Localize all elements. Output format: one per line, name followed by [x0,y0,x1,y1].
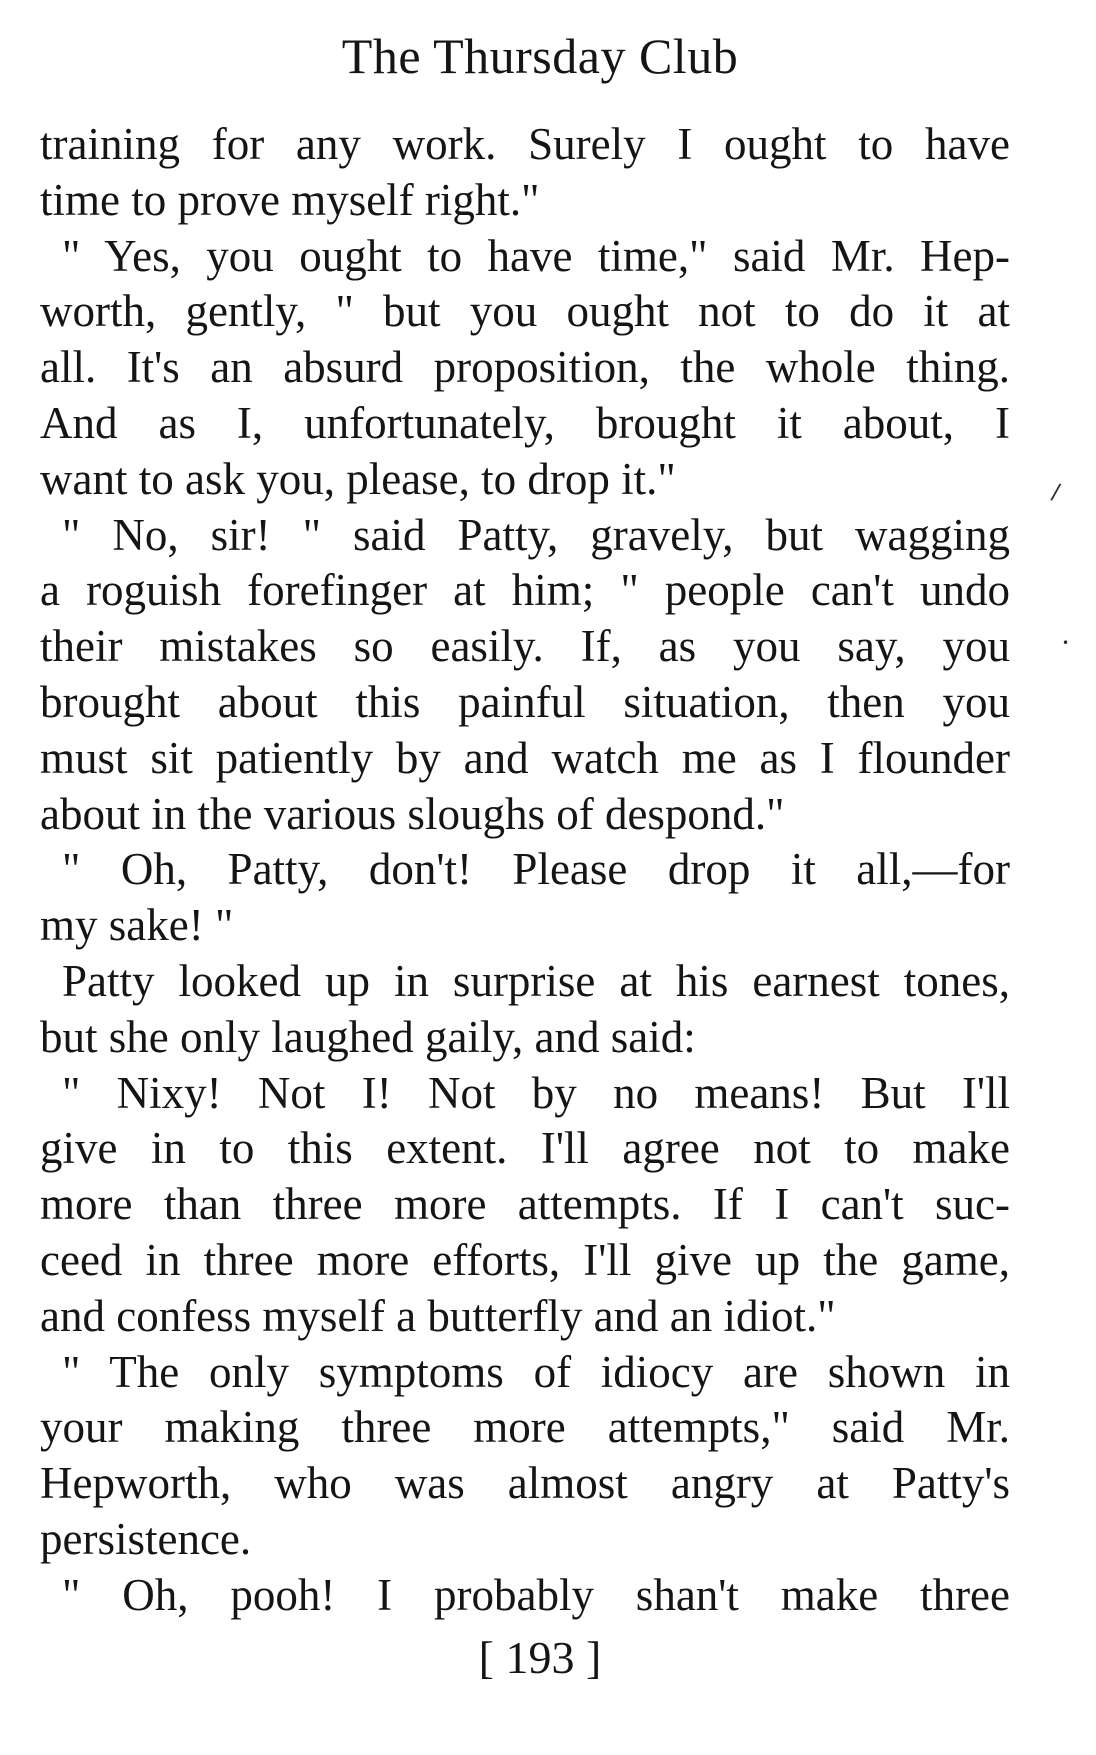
text-line: all. It's an absurd proposition, the whole thing. [40,342,1010,393]
margin-dot-mark: • [1062,636,1070,650]
margin-slash-mark: / [1049,479,1062,506]
text-line: and confess myself a butterfly and an idiot." [40,1290,836,1341]
text-line: " Nixy! Not I! Not by no means! But I'll [62,1067,1010,1118]
text-line: about in the various sloughs of despond." [40,788,785,839]
text-line: a roguish forefinger at him; " people can't undo [40,565,1010,616]
text-line: " Oh, Patty, don't! Please drop it all,—for [62,844,1010,895]
text-line: " The only symptoms of idiocy are shown in [62,1346,1010,1397]
text-line: time to prove myself right." [40,174,540,225]
text-line: " Yes, you ought to have time," said Mr. Hep- [62,230,1010,281]
text-line: And as I, unfortunately, brought it about, I [40,397,1010,448]
text-line: persistence. [40,1513,252,1564]
text-line: want to ask you, please, to drop it." [40,453,676,504]
text-line: must sit patiently by and watch me as I flounder [40,732,1010,783]
text-line: their mistakes so easily. If, as you say, you [40,621,1010,672]
text-line: " Oh, pooh! I probably shan't make three [62,1569,1010,1620]
text-line: training for any work. Surely I ought to have [40,119,1010,169]
running-head: The Thursday Club [341,28,739,84]
text-line: my sake! " [40,900,234,951]
page-number: [ 193 ] [478,1632,602,1683]
text-line: worth, gently, " but you ought not to do it at [40,286,1010,337]
text-line: but she only laughed gaily, and said: [40,1011,696,1062]
text-line: " No, sir! " said Patty, gravely, but wagging [62,509,1010,560]
text-line: your making three more attempts," said Mr. [40,1402,1010,1453]
text-line: give in to this extent. I'll agree not to make [40,1123,1010,1174]
body-text [40,117,1010,1624]
text-line: Patty looked up in surprise at his earnest tones, [62,955,1010,1006]
text-line: Hepworth, who was almost angry at Patty's [40,1458,1010,1509]
text-line: more than three more attempts. If I can't suc- [40,1179,1010,1230]
text-line: ceed in three more efforts, I'll give up the game, [40,1234,1010,1285]
text-line: brought about this painful situation, then you [40,676,1010,727]
